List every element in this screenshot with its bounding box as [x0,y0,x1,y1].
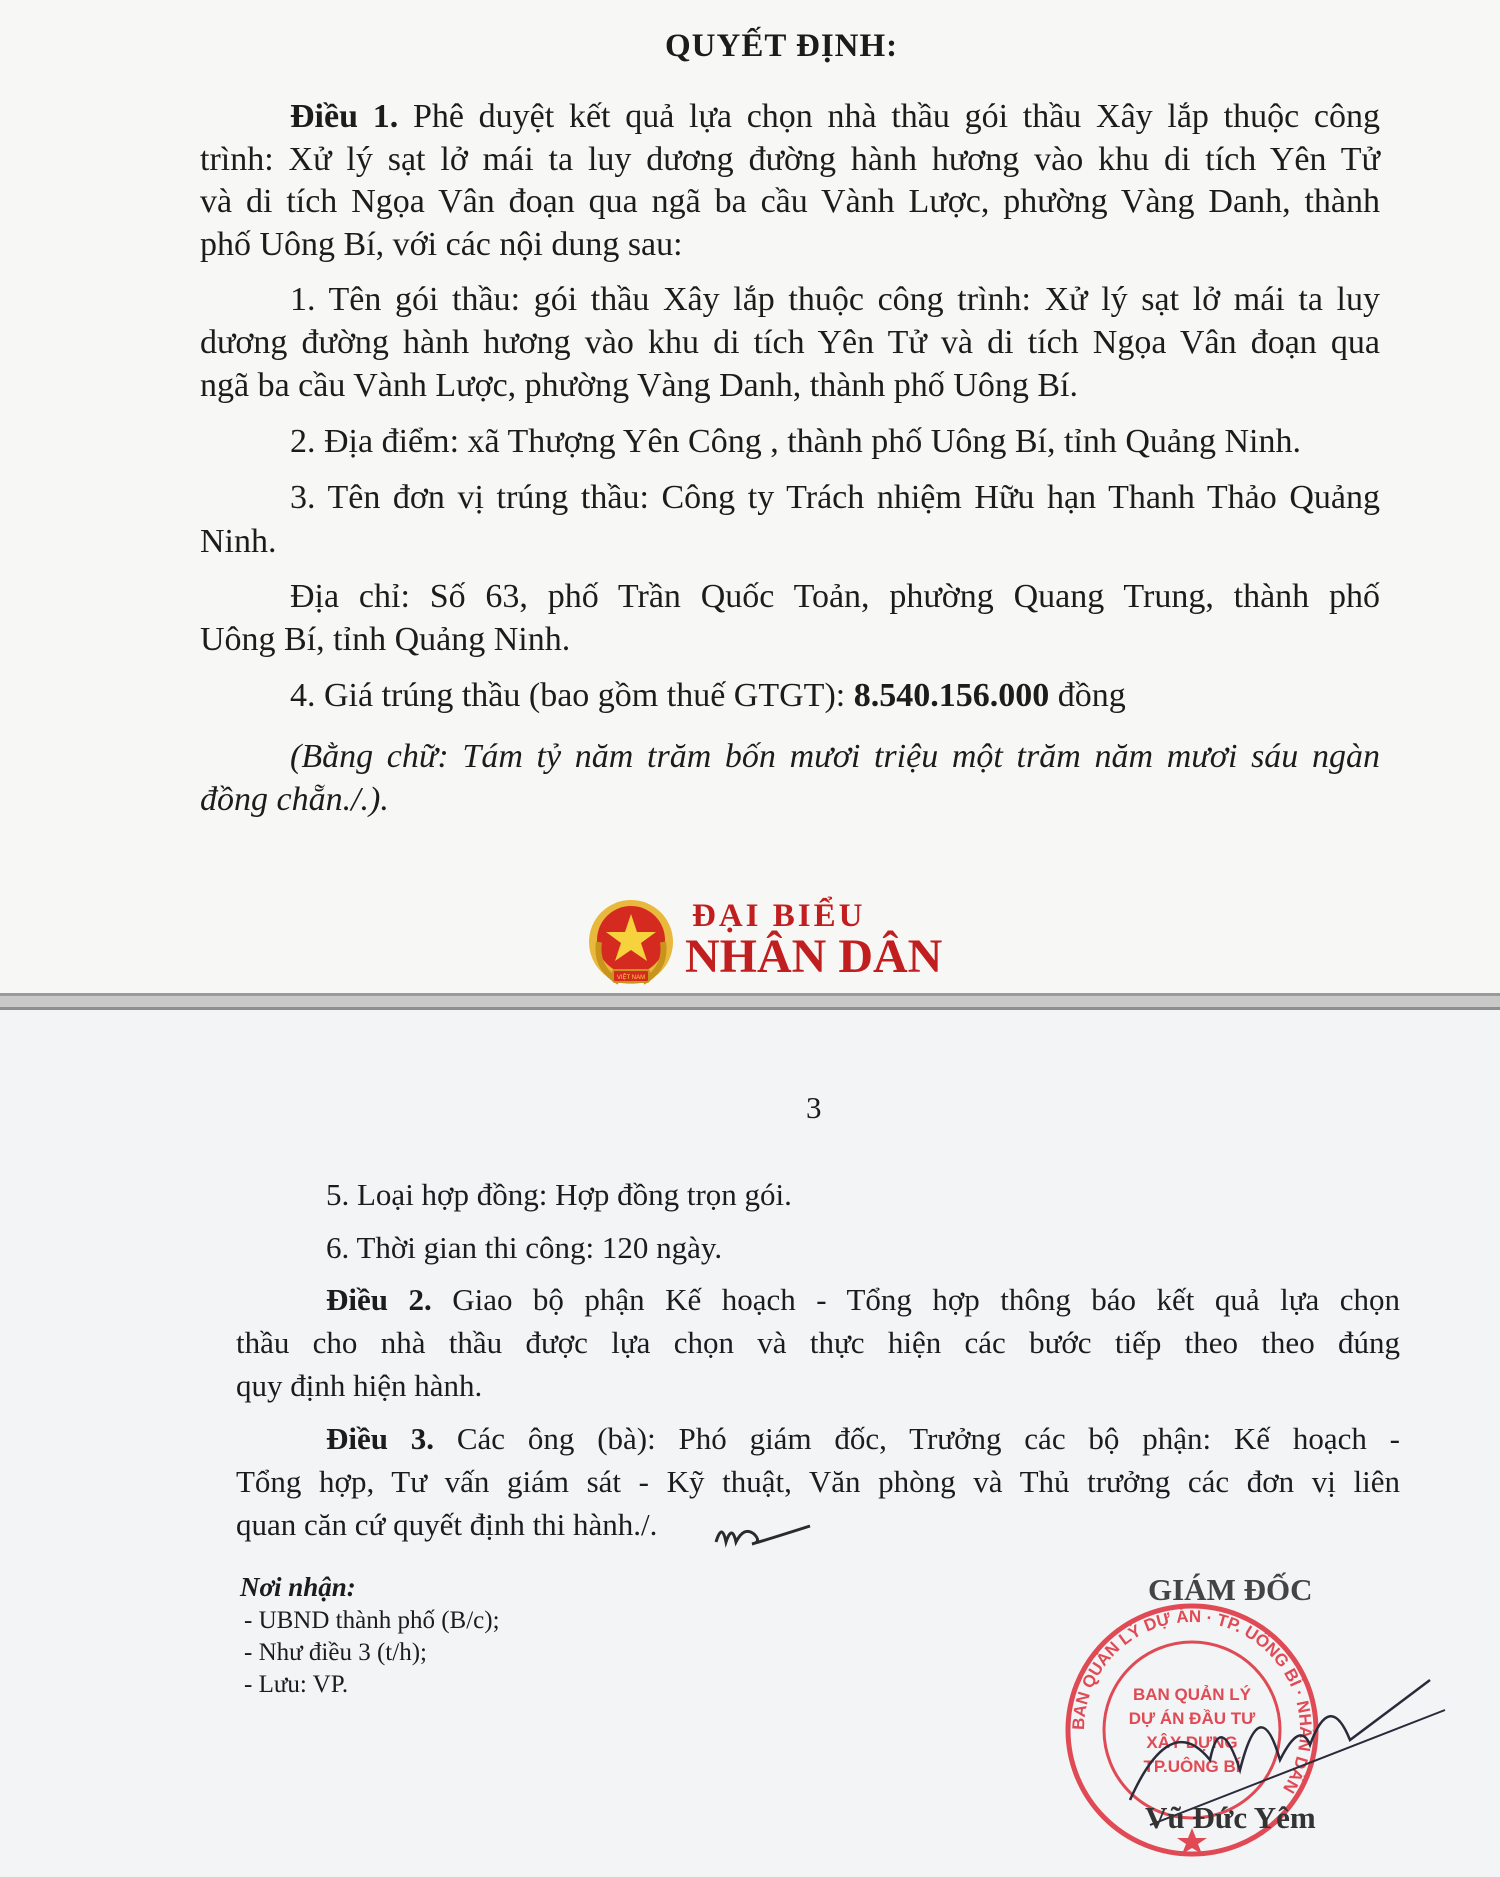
decision-title: QUYẾT ĐỊNH: [665,28,899,64]
signatory-name: Vũ Đức Yêm [1145,1800,1316,1835]
article1-line-1: Điều 1. Phê duyệt kết quả lựa chọn nhà thầu gói thầu Xây lắp thuộc công [290,98,1380,135]
svg-text:TP.UÔNG BÍ: TP.UÔNG BÍ [1143,1757,1241,1776]
article2-line-3: quy định hiện hành. [236,1368,483,1403]
item5-contract-type: 5. Loại hợp đồng: Hợp đồng trọn gói. [326,1177,792,1212]
article1-line-2: trình: Xử lý sạt lở mái ta luy dương đường hành hương vào khu di tích Yên Tử [200,141,1380,178]
svg-text:DỰ ÁN ĐẦU TƯ: DỰ ÁN ĐẦU TƯ [1128,1709,1256,1728]
item1-line-2: dương đường hành hương vào khu di tích Yên Tử và di tích Ngọa Vân đoạn qua [200,324,1380,361]
article1-line-4: phố Uông Bí, với các nội dung sau: [200,226,683,263]
article1-label: Điều 1. [290,98,399,135]
page-number: 3 [806,1090,822,1125]
article3-line-1: Điều 3. Các ông (bà): Phó giám đốc, Trưởng các bộ phận: Kế hoạch - [326,1421,1400,1456]
initial-scribble [710,1512,820,1556]
svg-text:BAN QUẢN LÝ: BAN QUẢN LÝ [1132,1685,1252,1704]
signatory-title: GIÁM ĐỐC [1148,1572,1313,1607]
item4-price: 4. Giá trúng thầu (bao gồm thuế GTGT): 8.540.156.000 đồng [290,677,1126,714]
article2-line-2: thầu cho nhà thầu được lựa chọn và thực hiện các bước tiếp theo theo đúng [236,1325,1400,1360]
item1-line-1: 1. Tên gói thầu: gói thầu Xây lắp thuộc công trình: Xử lý sạt lở mái ta luy [290,281,1380,318]
svg-text:BAN QUẢN LÝ DỰ ÁN · TP. UÔNG B: BAN QUẢN LÝ DỰ ÁN · TP. UÔNG BÍ · NHÂN DÂN [1068,1606,1316,1797]
price-amount: 8.540.156.000 [853,677,1050,714]
recipient-item: - Lưu: VP. [244,1671,349,1698]
article1-line-3: và di tích Ngọa Vân đoạn qua ngã ba cầu Vành Lược, phường Vàng Danh, thành [200,183,1380,220]
address-line-1: Địa chỉ: Số 63, phố Trần Quốc Toản, phường Quang Trung, thành phố [290,578,1380,615]
item3-line-1: 3. Tên đơn vị trúng thầu: Công ty Trách nhiệm Hữu hạn Thanh Thảo Quảng [290,479,1380,516]
decision-page-bottom [0,1010,1500,1877]
article3-label: Điều 3. [326,1421,435,1456]
item2-location: 2. Địa điểm: xã Thượng Yên Công , thành phố Uông Bí, tỉnh Quảng Ninh. [290,423,1301,460]
svg-text:XÂY DỰNG: XÂY DỰNG [1146,1733,1238,1752]
national-emblem-icon [585,898,677,992]
recipients-title: Nơi nhận: [240,1572,356,1602]
article2-line-1: Điều 2. Giao bộ phận Kế hoạch - Tổng hợp thông báo kết quả lựa chọn [326,1282,1400,1317]
brand-line-2: NHÂN DÂN [685,930,943,983]
recipient-item: - UBND thành phố (B/c); [244,1607,500,1634]
in-words-line-1: (Bằng chữ: Tám tỷ năm trăm bốn mươi triệu một trăm năm mươi sáu ngàn [290,738,1380,775]
article3-line-2: Tổng hợp, Tư vấn giám sát - Kỹ thuật, Văn phòng và Thủ trưởng các đơn vị liên [236,1464,1400,1499]
brand-line-1: ĐẠI BIỂU [692,898,866,934]
item3-line-2: Ninh. [200,523,277,560]
article3-line-3: quan căn cứ quyết định thi hành./. [236,1507,658,1542]
item1-line-3: ngã ba cầu Vành Lược, phường Vàng Danh, thành phố Uông Bí. [200,367,1078,404]
item6-duration: 6. Thời gian thi công: 120 ngày. [326,1230,723,1265]
article2-label: Điều 2. [326,1282,432,1317]
in-words-line-2: đồng chẵn./.). [200,781,389,818]
svg-text:VIỆT NAM: VIỆT NAM [616,975,646,981]
page-divider [0,993,1500,1010]
recipient-item: - Như điều 3 (t/h); [244,1639,427,1666]
address-line-2: Uông Bí, tỉnh Quảng Ninh. [200,621,571,658]
